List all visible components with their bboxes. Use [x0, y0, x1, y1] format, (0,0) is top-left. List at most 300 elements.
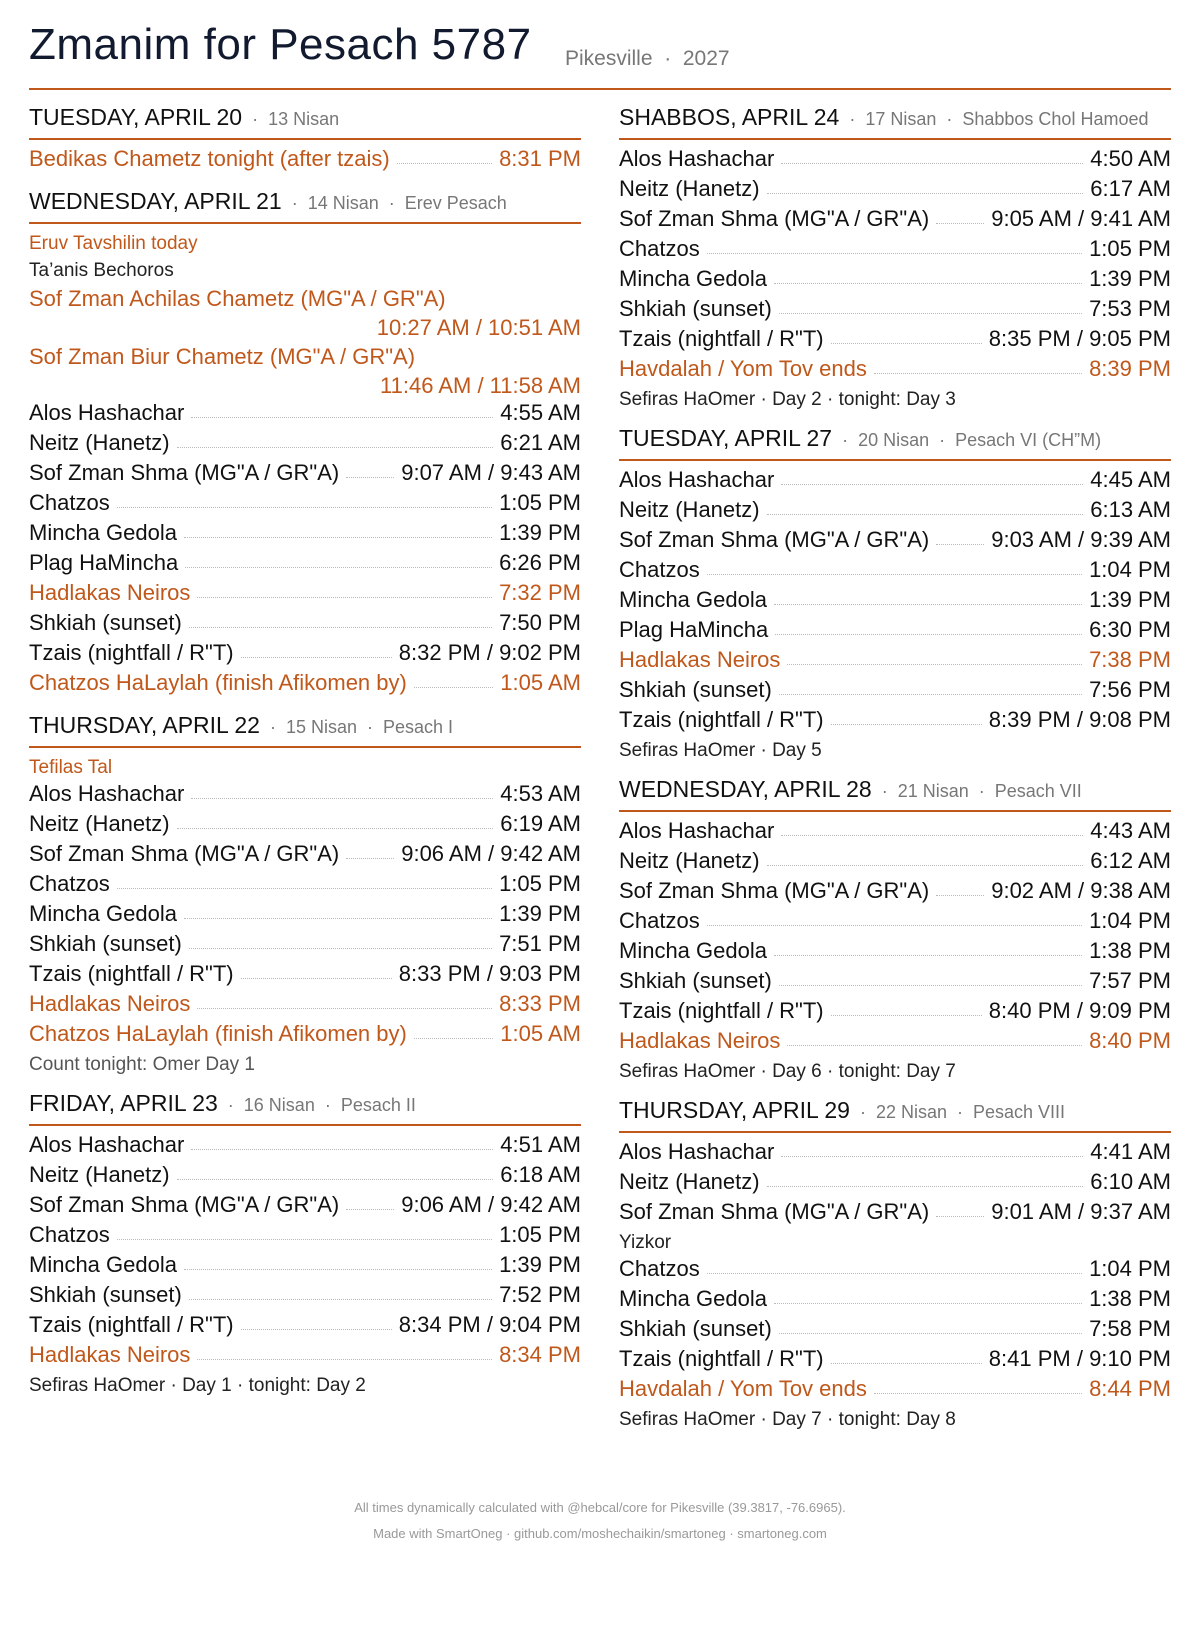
zman-row [619, 1376, 1171, 1406]
zman-time: 8:33 PM [499, 991, 581, 1016]
zman-time: 8:35 PM / 9:05 PM [988, 326, 1171, 351]
day-note: Count tonight: Omer Day 1 [29, 1054, 255, 1075]
year-label: 2027 [682, 47, 730, 70]
zman-label: Shkiah (sunset) [619, 677, 772, 702]
zman-label: Chatzos [29, 490, 110, 515]
zman-time: 9:02 AM / 9:38 AM [991, 878, 1171, 903]
dot-leader [177, 1178, 494, 1180]
day-note: Sefiras HaOmer · Day 1 · tonight: Day 2 [29, 1375, 366, 1396]
zman-label: Hadlakas Neiros [619, 1028, 781, 1053]
zman-time: 6:12 AM [1090, 848, 1171, 873]
zman-row [619, 527, 1171, 557]
zman-label: Mincha Gedola [29, 520, 177, 545]
day-note: Tefilas Tal [29, 757, 113, 778]
zman-time: 6:19 AM [500, 811, 581, 836]
zman-row [29, 1222, 581, 1252]
zman-time: 8:31 PM [499, 146, 581, 171]
zman-label: Mincha Gedola [619, 938, 767, 963]
zman-row [619, 1169, 1171, 1199]
zman-row [619, 176, 1171, 206]
zman-row [29, 1162, 581, 1192]
dot-leader [707, 252, 1082, 254]
dot-leader [774, 282, 1082, 284]
day-meta: · 22 Nisan · Pesach VIII [849, 1102, 1066, 1122]
zman-label: Shkiah (sunset) [619, 296, 772, 321]
zman-row [619, 878, 1171, 908]
footer-links: Made with SmartOneg · github.com/moshechaikin/smartoneg · smartoneg.com [373, 1526, 827, 1541]
zman-row [29, 871, 581, 901]
zman-row [619, 1028, 1171, 1058]
zman-row [619, 206, 1171, 236]
zman-time: 8:39 PM / 9:08 PM [988, 707, 1171, 732]
zman-label: Tzais (nightfall / R"T) [619, 998, 824, 1023]
zman-label: Neitz (Hanetz) [619, 176, 760, 201]
dot-leader [185, 566, 492, 568]
hebrew-date: 13 Nisan [268, 109, 340, 129]
zman-time: 1:39 PM [499, 1252, 581, 1277]
zman-label: Mincha Gedola [29, 1252, 177, 1277]
zman-label: Neitz (Hanetz) [29, 430, 170, 455]
zman-time: 4:45 AM [1090, 467, 1171, 492]
zman-time: 9:07 AM / 9:43 AM [401, 460, 581, 485]
zman-row [29, 430, 581, 460]
dot-leader [779, 312, 1082, 314]
zman-row [619, 557, 1171, 587]
dot-leader [191, 416, 493, 418]
day-meta: · 20 Nisan · Pesach VI (CH”M) [832, 430, 1102, 450]
day-meta: · 14 Nisan · Erev Pesach [281, 193, 507, 213]
zman-row [619, 968, 1171, 998]
zman-row [29, 1252, 581, 1282]
dot-leader [189, 1298, 492, 1300]
zman-time: 6:21 AM [500, 430, 581, 455]
zman-row [619, 497, 1171, 527]
zman-row [29, 1312, 581, 1342]
hebrew-date: 20 Nisan [858, 430, 930, 450]
zman-time: 1:05 PM [499, 871, 581, 896]
occasion-label: Pesach II [340, 1095, 416, 1115]
dot-leader [197, 1007, 492, 1009]
dot-leader [707, 924, 1082, 926]
zman-row [29, 811, 581, 841]
zman-row [29, 610, 581, 640]
zman-time: 1:39 PM [1089, 587, 1171, 612]
hebrew-date: 21 Nisan [897, 781, 969, 801]
zman-row [29, 670, 581, 700]
zman-label: Sof Zman Biur Chametz (MG"A / GR"A) [29, 344, 416, 369]
subtitle-separator: · [664, 47, 672, 70]
day-header [29, 188, 581, 224]
dot-leader [184, 1268, 492, 1270]
occasion-label: Pesach VI (CH”M) [955, 430, 1102, 450]
zman-row [29, 550, 581, 580]
zman-label: Chatzos [29, 1222, 110, 1247]
dot-leader [177, 446, 494, 448]
zman-row [619, 908, 1171, 938]
zman-label: Sof Zman Shma (MG"A / GR"A) [29, 1192, 340, 1217]
zman-time: 6:26 PM [499, 550, 581, 575]
day-header [619, 104, 1171, 140]
hebrew-date: 16 Nisan [243, 1095, 315, 1115]
dot-leader [241, 977, 392, 979]
right-column [619, 104, 1171, 1445]
day-title: WEDNESDAY, APRIL 21 [29, 188, 282, 214]
zmanim-page [29, 0, 1171, 1627]
day-header [29, 712, 581, 748]
zman-time: 7:50 PM [499, 610, 581, 635]
zman-row [29, 460, 581, 490]
zman-time: 6:10 AM [1090, 1169, 1171, 1194]
zman-time: 8:40 PM [1089, 1028, 1171, 1053]
zman-label: Tzais (nightfall / R"T) [619, 707, 824, 732]
day-header [29, 1090, 581, 1126]
day-header [619, 1097, 1171, 1133]
zman-label: Plag HaMincha [619, 617, 769, 642]
zman-label: Neitz (Hanetz) [619, 1169, 760, 1194]
dot-leader [936, 222, 984, 224]
zman-row [619, 647, 1171, 677]
dot-leader [779, 693, 1082, 695]
zman-label: Hadlakas Neiros [29, 991, 191, 1016]
zman-label: Sof Zman Shma (MG"A / GR"A) [619, 1199, 930, 1224]
dot-leader [787, 1044, 1082, 1046]
zman-label: Sof Zman Shma (MG"A / GR"A) [619, 206, 930, 231]
zman-time: 7:53 PM [1089, 296, 1171, 321]
zman-time: 8:40 PM / 9:09 PM [988, 998, 1171, 1023]
zman-time: 1:05 PM [499, 1222, 581, 1247]
dot-leader [414, 1037, 493, 1039]
dot-leader [831, 723, 982, 725]
zman-time: 6:30 PM [1089, 617, 1171, 642]
zman-row [619, 938, 1171, 968]
zman-time: 9:06 AM / 9:42 AM [401, 1192, 581, 1217]
zman-time: 7:52 PM [499, 1282, 581, 1307]
zman-label: Hadlakas Neiros [619, 647, 781, 672]
hebrew-date: 15 Nisan [285, 717, 357, 737]
zman-label: Tzais (nightfall / R"T) [29, 961, 234, 986]
day-header [29, 104, 581, 140]
zman-row [619, 326, 1171, 356]
dot-leader [767, 1185, 1084, 1187]
zman-label: Sof Zman Shma (MG"A / GR"A) [619, 878, 930, 903]
zman-row [619, 1316, 1171, 1346]
zman-time: 1:39 PM [499, 520, 581, 545]
zman-time: 1:38 PM [1089, 1286, 1171, 1311]
zman-label: Chatzos [619, 557, 700, 582]
zman-time: 8:33 PM / 9:03 PM [398, 961, 581, 986]
zman-time: 4:41 AM [1090, 1139, 1171, 1164]
zman-label: Hadlakas Neiros [29, 1342, 191, 1367]
zman-time: 1:38 PM [1089, 938, 1171, 963]
zman-time: 9:06 AM / 9:42 AM [401, 841, 581, 866]
zman-time: 1:04 PM [1089, 557, 1171, 582]
zman-label: Havdalah / Yom Tov ends [619, 1376, 867, 1401]
zman-label: Shkiah (sunset) [619, 968, 772, 993]
zman-row [619, 356, 1171, 386]
occasion-label: Pesach VIII [973, 1102, 1066, 1122]
dot-leader [346, 1208, 394, 1210]
zman-label: Tzais (nightfall / R"T) [29, 640, 234, 665]
dot-leader [397, 162, 492, 164]
zman-time: 11:46 AM / 11:58 AM [380, 373, 581, 398]
dot-leader [936, 1215, 984, 1217]
zman-label: Alos Hashachar [619, 467, 775, 492]
day-header [619, 776, 1171, 812]
dot-leader [781, 162, 1083, 164]
page-subtitle [565, 47, 730, 71]
dot-leader [189, 626, 492, 628]
dot-leader [184, 536, 492, 538]
day-header [619, 425, 1171, 461]
dot-leader [936, 894, 984, 896]
zman-label: Chatzos [29, 871, 110, 896]
zman-label: Alos Hashachar [29, 400, 185, 425]
zman-row [29, 781, 581, 811]
occasion-label: Shabbos Chol Hamoed [962, 109, 1149, 129]
zman-row [29, 991, 581, 1021]
zman-label: Havdalah / Yom Tov ends [619, 356, 867, 381]
zman-row [619, 677, 1171, 707]
day-meta: · 13 Nisan [242, 109, 340, 129]
zman-label: Alos Hashachar [29, 781, 185, 806]
zman-label: Tzais (nightfall / R"T) [619, 1346, 824, 1371]
zman-label: Hadlakas Neiros [29, 580, 191, 605]
zman-time: 7:51 PM [499, 931, 581, 956]
zman-label: Alos Hashachar [619, 146, 775, 171]
zman-row [619, 266, 1171, 296]
zman-label: Plag HaMincha [29, 550, 179, 575]
zman-row [619, 1286, 1171, 1316]
day-title: TUESDAY, APRIL 20 [29, 104, 243, 130]
day-section [29, 104, 581, 176]
day-title: FRIDAY, APRIL 23 [29, 1090, 218, 1116]
dot-leader [177, 827, 494, 829]
hebrew-date: 22 Nisan [875, 1102, 947, 1122]
page-header [29, 18, 1171, 90]
dot-leader [781, 834, 1083, 836]
zman-time: 9:03 AM / 9:39 AM [991, 527, 1171, 552]
dot-leader [117, 887, 492, 889]
zman-label: Bedikas Chametz tonight (after tzais) [29, 146, 390, 171]
zman-row [29, 961, 581, 991]
zman-stacked-row [29, 342, 581, 400]
day-title: THURSDAY, APRIL 29 [619, 1097, 850, 1123]
dot-leader [774, 603, 1082, 605]
dot-leader [936, 543, 984, 545]
zman-row [619, 1346, 1171, 1376]
occasion-label: Pesach I [383, 717, 454, 737]
day-title: THURSDAY, APRIL 22 [29, 712, 260, 738]
zman-row [29, 146, 581, 176]
zman-row [29, 580, 581, 610]
zman-label: Neitz (Hanetz) [29, 1162, 170, 1187]
zman-label: Shkiah (sunset) [29, 610, 182, 635]
zman-row [619, 707, 1171, 737]
zman-label: Chatzos [619, 908, 700, 933]
zman-time: 9:05 AM / 9:41 AM [991, 206, 1171, 231]
dot-leader [241, 656, 392, 658]
dot-leader [117, 506, 492, 508]
zman-label: Chatzos [619, 1256, 700, 1281]
dot-leader [767, 513, 1084, 515]
day-section [29, 1090, 581, 1399]
dot-leader [189, 947, 492, 949]
dot-leader [787, 663, 1082, 665]
location-label: Pikesville [565, 47, 653, 70]
zman-time: 1:04 PM [1089, 1256, 1171, 1281]
zman-time: 4:53 AM [500, 781, 581, 806]
zman-time: 9:01 AM / 9:37 AM [991, 1199, 1171, 1224]
occasion-label: Erev Pesach [404, 193, 507, 213]
zman-row [29, 931, 581, 961]
dot-leader [831, 1014, 982, 1016]
zman-label: Neitz (Hanetz) [619, 497, 760, 522]
day-note: Sefiras HaOmer · Day 6 · tonight: Day 7 [619, 1061, 956, 1082]
day-note: Sefiras HaOmer · Day 5 [619, 740, 822, 761]
zman-row [29, 1132, 581, 1162]
zman-row [29, 490, 581, 520]
zman-row [619, 467, 1171, 497]
zman-time: 8:44 PM [1089, 1376, 1171, 1401]
zman-label: Shkiah (sunset) [29, 931, 182, 956]
zman-time: 10:27 AM / 10:51 AM [376, 315, 581, 340]
dot-leader [414, 686, 493, 688]
day-note: Sefiras HaOmer · Day 2 · tonight: Day 3 [619, 389, 956, 410]
day-title: WEDNESDAY, APRIL 28 [619, 776, 872, 802]
dot-leader [346, 857, 394, 859]
dot-leader [767, 864, 1084, 866]
dot-leader [346, 476, 394, 478]
zman-time: 7:57 PM [1089, 968, 1171, 993]
day-meta: · 17 Nisan · Shabbos Chol Hamoed [839, 109, 1149, 129]
zman-time: 6:17 AM [1090, 176, 1171, 201]
zman-time: 1:04 PM [1089, 908, 1171, 933]
zman-label: Mincha Gedola [619, 1286, 767, 1311]
zman-label: Mincha Gedola [619, 266, 767, 291]
zman-label: Chatzos [619, 236, 700, 261]
zman-row [29, 640, 581, 670]
zman-row [29, 841, 581, 871]
zman-time: 1:05 AM [500, 670, 581, 695]
dot-leader [779, 1332, 1082, 1334]
zman-time: 6:13 AM [1090, 497, 1171, 522]
zman-time: 7:38 PM [1089, 647, 1171, 672]
dot-leader [831, 342, 982, 344]
day-title: TUESDAY, APRIL 27 [619, 425, 833, 451]
left-column [29, 104, 581, 1411]
dot-leader [767, 192, 1084, 194]
zman-row [29, 1192, 581, 1222]
zman-row [29, 1342, 581, 1372]
zman-time: 8:41 PM / 9:10 PM [988, 1346, 1171, 1371]
zman-time: 8:34 PM [499, 1342, 581, 1367]
zman-row [29, 520, 581, 550]
zman-row [619, 236, 1171, 266]
zman-row [29, 400, 581, 430]
zman-time: 1:05 PM [1089, 236, 1171, 261]
day-meta: · 15 Nisan · Pesach I [259, 717, 454, 737]
occasion-label: Pesach VII [994, 781, 1082, 801]
dot-leader [781, 483, 1083, 485]
zman-label: Chatzos HaLaylah (finish Afikomen by) [29, 670, 407, 695]
zman-row [29, 901, 581, 931]
dot-leader [775, 633, 1082, 635]
zman-row [29, 1282, 581, 1312]
zman-row [619, 1199, 1171, 1229]
dot-leader [184, 917, 492, 919]
zman-label: Alos Hashachar [619, 818, 775, 843]
zman-row [619, 146, 1171, 176]
zman-row [619, 617, 1171, 647]
day-section [29, 712, 581, 1078]
zman-label: Neitz (Hanetz) [29, 811, 170, 836]
day-section [29, 188, 581, 700]
dot-leader [774, 954, 1082, 956]
zman-row [29, 1021, 581, 1051]
zman-time: 7:56 PM [1089, 677, 1171, 702]
dot-leader [874, 372, 1082, 374]
zman-row [619, 296, 1171, 326]
zman-label: Chatzos HaLaylah (finish Afikomen by) [29, 1021, 407, 1046]
day-title: SHABBOS, APRIL 24 [619, 104, 840, 130]
zman-time: 7:32 PM [499, 580, 581, 605]
day-note: Eruv Tavshilin today [29, 233, 198, 254]
dot-leader [831, 1362, 982, 1364]
zman-row [619, 1139, 1171, 1169]
zman-time: 8:34 PM / 9:04 PM [398, 1312, 581, 1337]
zman-label: Tzais (nightfall / R"T) [619, 326, 824, 351]
zman-time: 1:39 PM [499, 901, 581, 926]
zman-label: Sof Zman Achilas Chametz (MG"A / GR"A) [29, 286, 446, 311]
page-title: Zmanim for Pesach 5787 [29, 20, 532, 69]
day-section [619, 776, 1171, 1085]
zman-label: Alos Hashachar [29, 1132, 185, 1157]
zman-time: 4:43 AM [1090, 818, 1171, 843]
zman-label: Sof Zman Shma (MG"A / GR"A) [29, 841, 340, 866]
dot-leader [707, 1272, 1082, 1274]
zman-label: Sof Zman Shma (MG"A / GR"A) [619, 527, 930, 552]
zman-label: Shkiah (sunset) [619, 1316, 772, 1341]
dot-leader [774, 1302, 1082, 1304]
zman-time: 6:18 AM [500, 1162, 581, 1187]
zman-label: Sof Zman Shma (MG"A / GR"A) [29, 460, 340, 485]
zman-label: Neitz (Hanetz) [619, 848, 760, 873]
zman-stacked-row [29, 284, 581, 342]
dot-leader [781, 1155, 1083, 1157]
zman-time: 4:55 AM [500, 400, 581, 425]
zman-row [619, 587, 1171, 617]
zman-label: Shkiah (sunset) [29, 1282, 182, 1307]
dot-leader [874, 1392, 1082, 1394]
zman-row [619, 1256, 1171, 1286]
zman-row [619, 848, 1171, 878]
dot-leader [241, 1328, 392, 1330]
dot-leader [779, 984, 1082, 986]
day-section [619, 1097, 1171, 1433]
day-note: Ta’anis Bechoros [29, 260, 174, 281]
zman-time: 8:32 PM / 9:02 PM [398, 640, 581, 665]
zman-label: Tzais (nightfall / R"T) [29, 1312, 234, 1337]
zman-label: Mincha Gedola [619, 587, 767, 612]
dot-leader [117, 1238, 492, 1240]
dot-leader [197, 596, 492, 598]
dot-leader [191, 1148, 493, 1150]
zman-label: Alos Hashachar [619, 1139, 775, 1164]
zman-time: 1:05 PM [499, 490, 581, 515]
zman-time: 4:51 AM [500, 1132, 581, 1157]
day-meta: · 16 Nisan · Pesach II [217, 1095, 416, 1115]
day-section [619, 425, 1171, 764]
